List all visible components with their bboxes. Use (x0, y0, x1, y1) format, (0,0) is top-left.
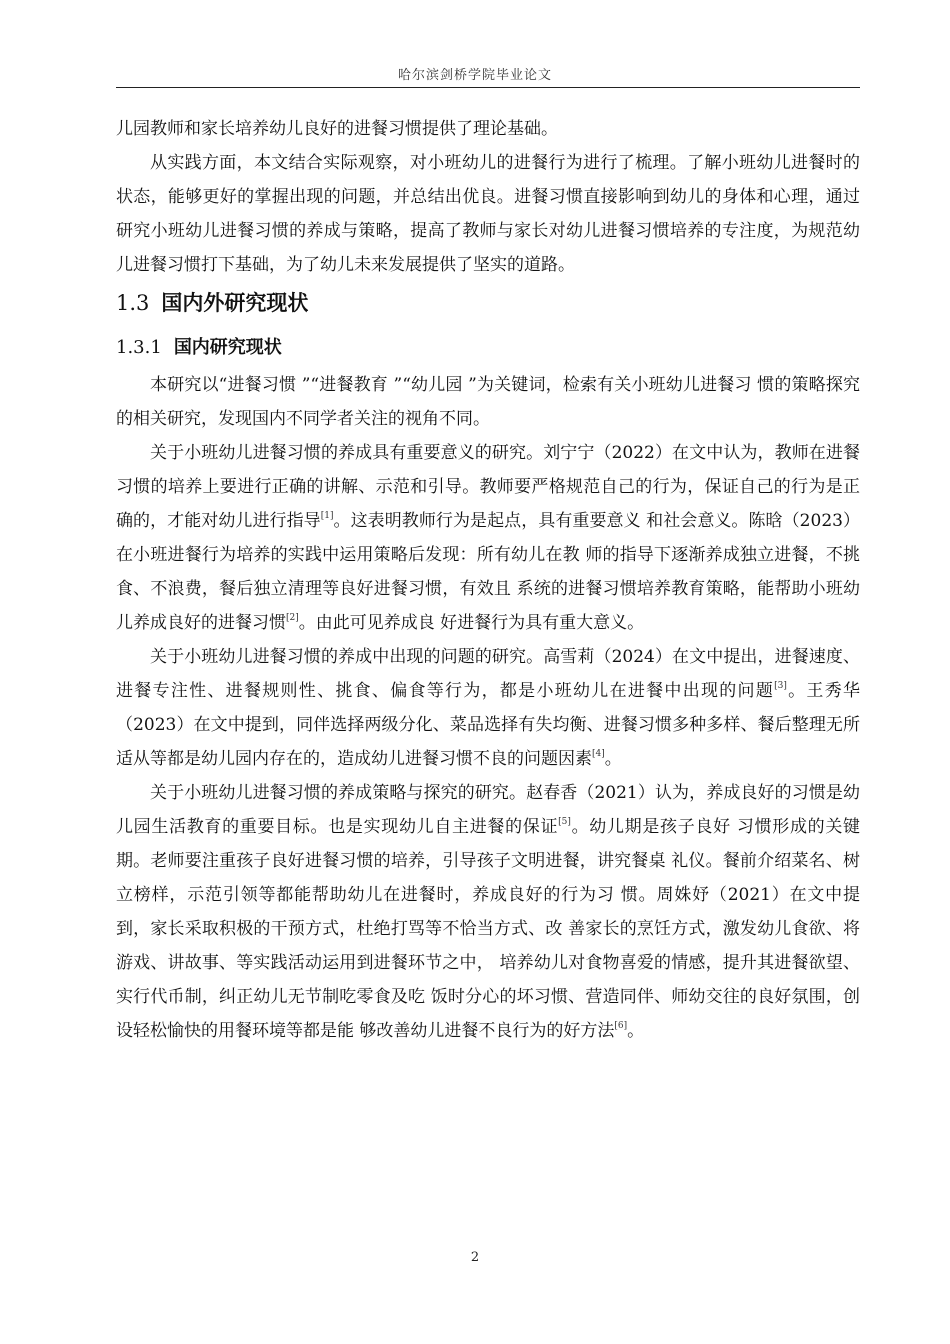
citation-3: [3] (774, 681, 787, 691)
citation-1: [1] (320, 511, 334, 521)
paragraph-keywords: 本研究以“进餐习惯 ”“进餐教育 ”“幼儿园 ”为关键词，检索有关小班幼儿进餐习 惯的策略探究的相关研究，发现国内不同学者关注的视角不同。 (116, 375, 860, 429)
paragraph-strategies-research (116, 776, 860, 1048)
text-run: 关于小班幼儿进餐习惯的养成具有重要意义的研究。刘宁宁（2022）在文中认为，教师在进餐习惯的培养上要进行正确的讲解、示范和引导。教师要严格规范自己的行为，保证自己的行为是正确的，才能对幼儿进行指导 (116, 443, 860, 531)
page-number: 2 (470, 1250, 480, 1265)
paragraph-continuation: 儿园教师和家长培养幼儿良好的进餐习惯提供了理论基础。 (116, 119, 558, 139)
citation-4: [4] (592, 749, 605, 759)
header-divider (116, 87, 860, 88)
text-run: 。由此可见养成良 好进餐行为具有重大意义。 (298, 613, 645, 633)
citation-5: [5] (558, 817, 571, 827)
section-heading (116, 282, 860, 324)
paragraph-significance-research (116, 436, 860, 640)
text-run: 。 (604, 749, 622, 769)
section-title: 国内外研究现状 (161, 291, 309, 315)
text-run: 。王秀华（2023）在文中提到，同伴选择两级分化、菜品选择有失均衡、进餐习惯多种多样、餐后整理无所适从等都是幼儿园内存在的，造成幼儿进餐习惯不良的问题因素 (116, 681, 860, 769)
citation-6: [6] (614, 1021, 628, 1031)
text-run: 。 (627, 1021, 645, 1041)
citation-2: [2] (286, 613, 299, 623)
paragraph-problems-research (116, 640, 860, 776)
subsection-title: 国内研究现状 (173, 337, 282, 358)
running-header: 哈尔滨剑桥学院毕业论文 (397, 68, 552, 83)
paragraph-practice-significance: 从实践方面，本文结合实际观察，对小班幼儿的进餐行为进行了梳理。了解小班幼儿进餐时的状态，能够更好的掌握出现的问题，并总结出优良。进餐习惯直接影响到幼儿的身体和心理，通过研究小班幼儿进餐习惯的养成与策略，提高了教师与家长对幼儿进餐习惯培养的专注度，为规范幼儿进餐习惯打下基础，为了幼儿未来发展提供了坚实的道路。 (116, 153, 860, 275)
text-run: 关于小班幼儿进餐习惯的养成中出现的问题的研究。高雪莉（2024）在文中提出，进餐速度、进餐专注性、进餐规则性、挑食、偏食等行为，都是小班幼儿在进餐中出现的问题 (116, 647, 860, 701)
page-body (116, 112, 860, 1048)
section-number: 1.3 (116, 291, 150, 315)
text-run: 。幼儿期是孩子良好 习惯形成的关键期。老师要注重孩子良好进餐习惯的培养，引导孩子文明进餐，讲究餐桌 礼仪。餐前介绍菜名、树立榜样，示范引领等都能帮助幼儿在进餐时，养成良好的行为习 惯。周姝妤（2021）在文中提到，家长采取积极的干预方式，杜绝打骂等不恰当方式、改 善家长的烹饪方式，激发幼儿食欲、将游戏、讲故事、等实践活动运用到进餐环节之中， 培养幼儿对食物喜爱的情感，提升其进餐欲望、实行代币制，纠正幼儿无节制吃零食及吃 饭时分心的坏习惯、营造同伴、师幼交往的良好氛围，创设轻松愉快的用餐环境等都是能 够改善幼儿进餐不良行为的好方法 (116, 817, 860, 1041)
text-run: 。这表明教师行为是起点，具有重要意义 和社会意义。陈晗（2023）在小班进餐行为培养的实践中运用策略后发现：所有幼儿在教 师的指导下逐渐养成独立进餐，不挑食、不浪费，餐后独立清理等良好进餐习惯，有效且 系统的进餐习惯培养教育策略，能帮助小班幼儿养成良好的进餐习惯 (116, 511, 861, 633)
text-run: 关于小班幼儿进餐习惯的养成策略与探究的研究。赵春香（2021）认为，养成良好的习惯是幼儿园生活教育的重要目标。也是实现幼儿自主进餐的保证 (116, 783, 860, 837)
subsection-heading (116, 328, 860, 368)
subsection-number: 1.3.1 (116, 337, 162, 358)
